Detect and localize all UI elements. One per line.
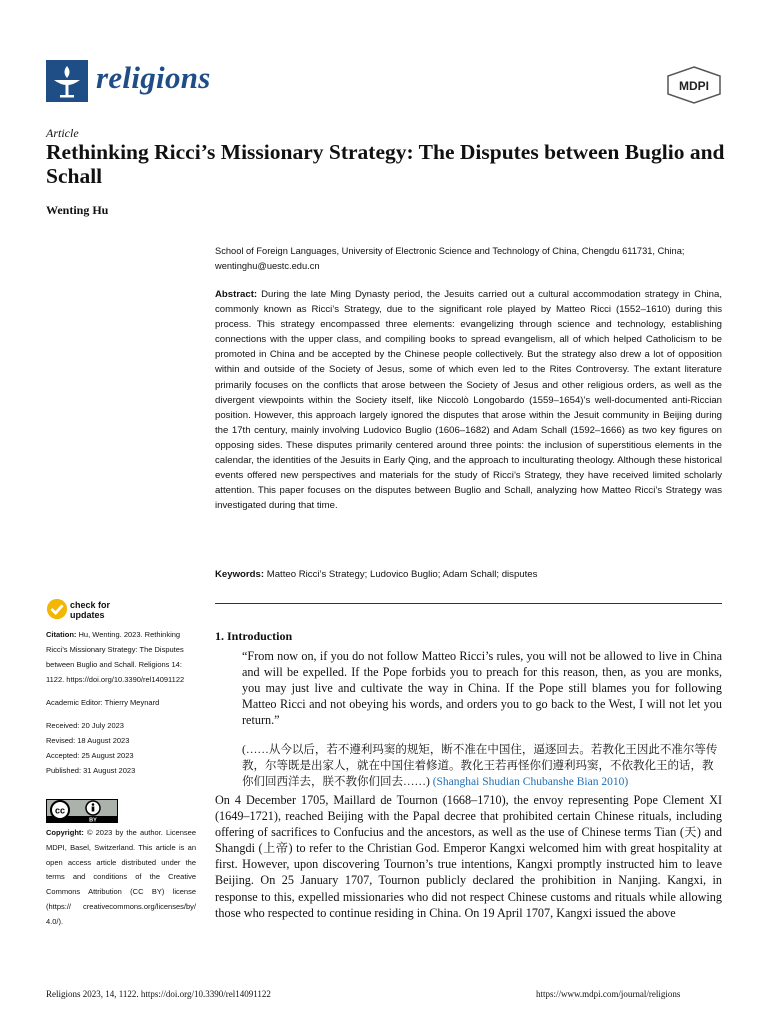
cc-by-license-icon[interactable] (46, 799, 118, 823)
citation-text: Hu, Wenting. 2023. Rethinking Ricci’s Missionary Strategy: The Disputes between Buglio and Schall. Religions 14: 1122. https://doi.org/10.3390/rel14091122 (46, 630, 185, 684)
sidebar-info (46, 627, 196, 778)
citation-link[interactable]: (Shanghai Shudian Chubanshe Bian 2010) (432, 776, 629, 788)
journal-name[interactable]: religions (96, 60, 211, 95)
copyright-text: © 2023 by the author. Licensee MDPI, Basel, Switzerland. This article is an open access article distributed under the terms and conditions of the Creative Commons Attribution (CC BY) license (https:// creativecommons.org/licenses/by/ 4.0/). (46, 828, 196, 926)
accepted-date: Accepted: 25 August 2023 (46, 751, 134, 760)
received-date: Received: 20 July 2023 (46, 721, 124, 730)
author-name: Wenting Hu (46, 203, 109, 217)
check-line1: check for (70, 600, 111, 610)
check-for-updates-label[interactable] (70, 600, 110, 620)
keywords-label: Keywords: (215, 569, 265, 580)
quote-chinese-text: (……从今以后，若不遵利玛窦的规矩，断不准在中国住，逼逐回去。若教化王因此不准尔等传教，尔等既是出家人，就在中国住着修道。教化王若再怪你们遵利玛窦，不依教化王的话，教你们回西洋去，朕不教你们回去……) (242, 744, 718, 788)
check-for-updates-icon[interactable] (46, 598, 68, 620)
abstract (215, 287, 722, 513)
quote-chinese (242, 742, 722, 790)
article-title: Rethinking Ricci’s Missionary Strategy: The Disputes between Buglio and Schall (46, 140, 725, 188)
check-line2: updates (70, 610, 105, 620)
quote-english: “From now on, if you do not follow Matteo Ricci’s rules, you will not be allowed to live in China and will be expelled. If the Pope forbids you to preach for this reason, then, as you are monks, you may just live and cultivate the way in China. If the Pope still blames you for following Matteo Ricci and not obeying his words, and orders you to go back to the West, I will not let you return.” (242, 649, 722, 727)
citation (46, 627, 196, 687)
divider (215, 603, 722, 604)
revised-date: Revised: 18 August 2023 (46, 736, 130, 745)
body-paragraph: On 4 December 1705, Maillard de Tournon (1668–1710), the envoy representing Pope Clement XI (1649–1721), reached Beijing with the Papal decree that prohibited certain Chinese rituals, including offering of sacrifices to Confucius and the ancestors, as well as the use of Chinese terms Tian (天) and Shangdi (上帝) to refer to the Christian God. Emperor Kangxi welcomed him with great hospitality at first. However, upon discovering Tournon’s true intentions, Kangxi promptly instructed him to leave Beijing. On 25 January 1707, Tournon publicly declared the prohibition in Nanjing. Kangxi, in response to this, expelled missionaries who did not respect Chinese customs and rituals while allowing those who respected to continue residing in China. On 19 April 1707, Kangxi issued the above (215, 793, 722, 920)
academic-editor: Academic Editor: Thierry Meynard (46, 698, 160, 707)
keywords (215, 569, 722, 580)
footer-journal-url[interactable]: https://www.mdpi.com/journal/religions (536, 989, 681, 999)
abstract-label: Abstract: (215, 289, 258, 300)
keywords-text: Matteo Ricci’s Strategy; Ludovico Buglio; Adam Schall; disputes (266, 569, 538, 580)
mdpi-logo-text: MDPI (679, 79, 709, 93)
affiliation (215, 244, 725, 274)
author-email[interactable]: wentinghu@uestc.edu.cn (215, 261, 320, 271)
affiliation-line: School of Foreign Languages, University of Electronic Science and Technology of China, Chengdu 611731, China; (215, 246, 685, 256)
published-date: Published: 31 August 2023 (46, 766, 136, 775)
citation-label: Citation: (46, 630, 77, 639)
copyright-label: Copyright: (46, 828, 84, 837)
abstract-text: During the late Ming Dynasty period, the Jesuits carried out a cultural accommodation strategy in China, commonly known as Ricci’s Strategy, due to the significant role played by Matteo Ricci (1552–1610) during this process. This strategy encompassed three elements: evangelizing through science and technology, establishing connections with the upper class, and compiling books to spread evangelism, all of which helped Catholicism to be promoted in China and be accepted by the Chinese people collectively. But the strategy also drew a lot of opposition within and outside of the Society of Jesus, some of which even led to the Rites Controversy. The extant literature primarily focuses on the conflicts that arose between the Society of Jesus and other religious orders, as well as the divergent viewpoints within the Society itself, like Niccolò Longobardo (1559–1654)’s well-documented anti-Riccian position. However, this approach largely ignored the disputes that arose within the Jesuit community in Beijing during the 17th century, mainly involving Ludovico Buglio (1606–1682) and Adam Schall (1592–1666) as two key figures on opposing sides. These disputes primarily centered around three points: the inclusion of superstitious elements in the calendar, the identities of the Jesuits in Early Qing, and the approach to inculturating theology. Although these historical events offered new perspectives and materials for the study of Ricci’s Strategy, they have received limited scholarly attention. This paper focuses on the disputes between Buglio and Schall, analyzing how Matteo Ricci’s Strategy was investigated during that time. (215, 289, 723, 512)
article-type: Article (46, 126, 79, 140)
cc-by-text: BY (89, 817, 97, 823)
religions-logo-icon (46, 60, 88, 102)
copyright-notice (46, 826, 196, 930)
svg-text:cc: cc (54, 805, 66, 816)
section-heading: 1. Introduction (215, 629, 293, 643)
mdpi-logo-icon[interactable] (666, 66, 722, 104)
footer-citation[interactable]: Religions 2023, 14, 1122. https://doi.org/10.3390/rel14091122 (46, 989, 271, 999)
